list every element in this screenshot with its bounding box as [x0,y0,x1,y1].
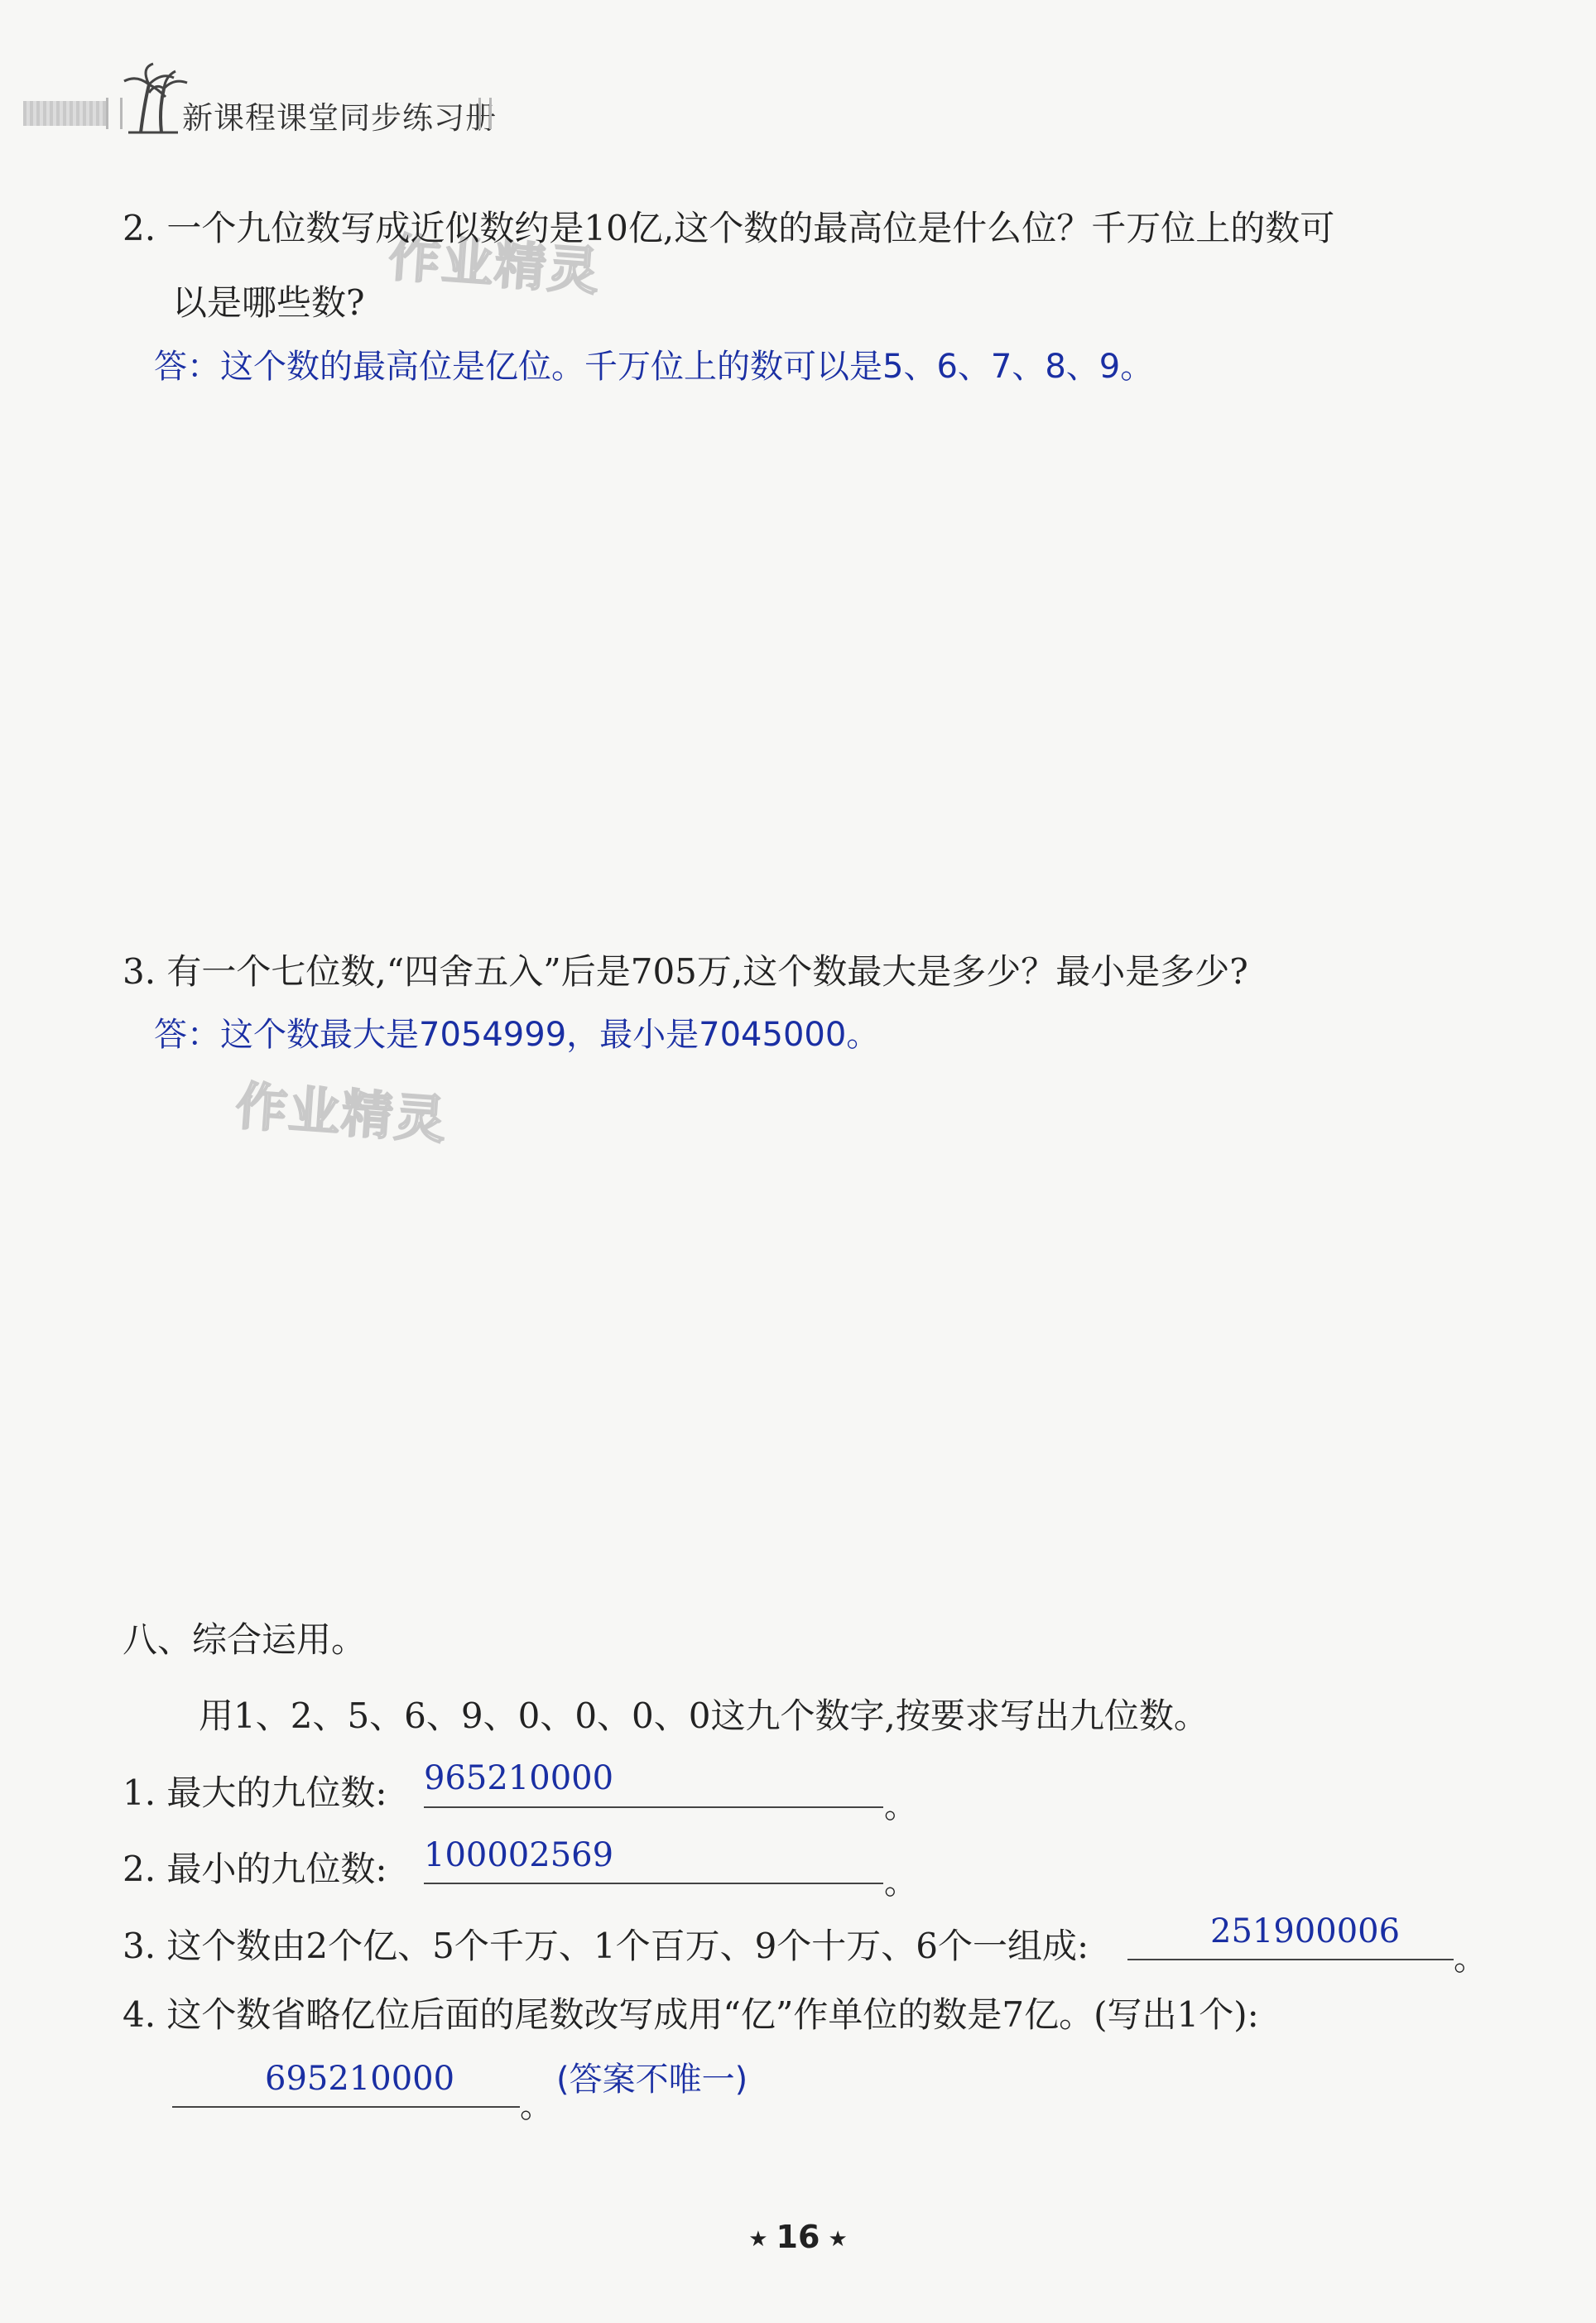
problem-3-answer: 答：这个数最大是7054999，最小是7045000。 [154,1016,880,1054]
header-decor-end [478,98,492,129]
star-icon: ★ [748,2226,768,2252]
problem-2-line-2: 以是哪些数? [172,282,365,323]
item-4-note: (答案不唯一) [556,2061,748,2099]
item-2-end: 。 [884,1864,917,1902]
item-1-end: 。 [884,1787,917,1825]
item-3-blank [1127,1959,1454,1960]
problem-3-question: 3. 有一个七位数,“四舍五入”后是705万,这个数最大是多少？最小是多少? [123,951,1248,992]
page-number-value: 16 [776,2219,820,2255]
header-title: 新课程课堂同步练习册 [182,100,497,136]
item-4-end: 。 [520,2087,553,2125]
section-8-intro: 用1、2、5、6、9、0、0、0、0这九个数字,按要求写出九位数。 [199,1695,1209,1736]
item-2-blank [424,1883,883,1884]
item-1-answer: 965210000 [424,1759,614,1797]
section-8-heading: 八、综合运用。 [123,1619,367,1660]
star-icon: ★ [828,2226,848,2252]
item-4-label: 4. 这个数省略亿位后面的尾数改写成用“亿”作单位的数是7亿。(写出1个): [123,1994,1259,2035]
item-3-answer: 251900006 [1210,1912,1401,1950]
item-1-blank [424,1806,883,1808]
palm-tree-icon [116,60,190,134]
item-2-label: 2. 最小的九位数: [123,1849,387,1889]
header-decor-band [23,101,106,126]
problem-2-answer: 答：这个数的最高位是亿位。千万位上的数可以是5、6、7、8、9。 [154,348,1154,386]
item-3-end: 。 [1454,1940,1487,1978]
problem-2-line-1: 2. 一个九位数写成近似数约是10亿,这个数的最高位是什么位？千万位上的数可 [123,208,1335,248]
watermark: 作业精灵 [387,227,603,302]
item-1-label: 1. 最大的九位数: [123,1772,387,1813]
item-2-answer: 100002569 [424,1836,614,1874]
item-4-answer: 695210000 [265,2060,455,2098]
item-3-label: 3. 这个数由2个亿、5个千万、1个百万、9个十万、6个一组成: [123,1926,1089,1966]
page-number [0,2219,1596,2255]
item-4-blank [172,2106,520,2108]
watermark: 作业精灵 [233,1075,449,1151]
